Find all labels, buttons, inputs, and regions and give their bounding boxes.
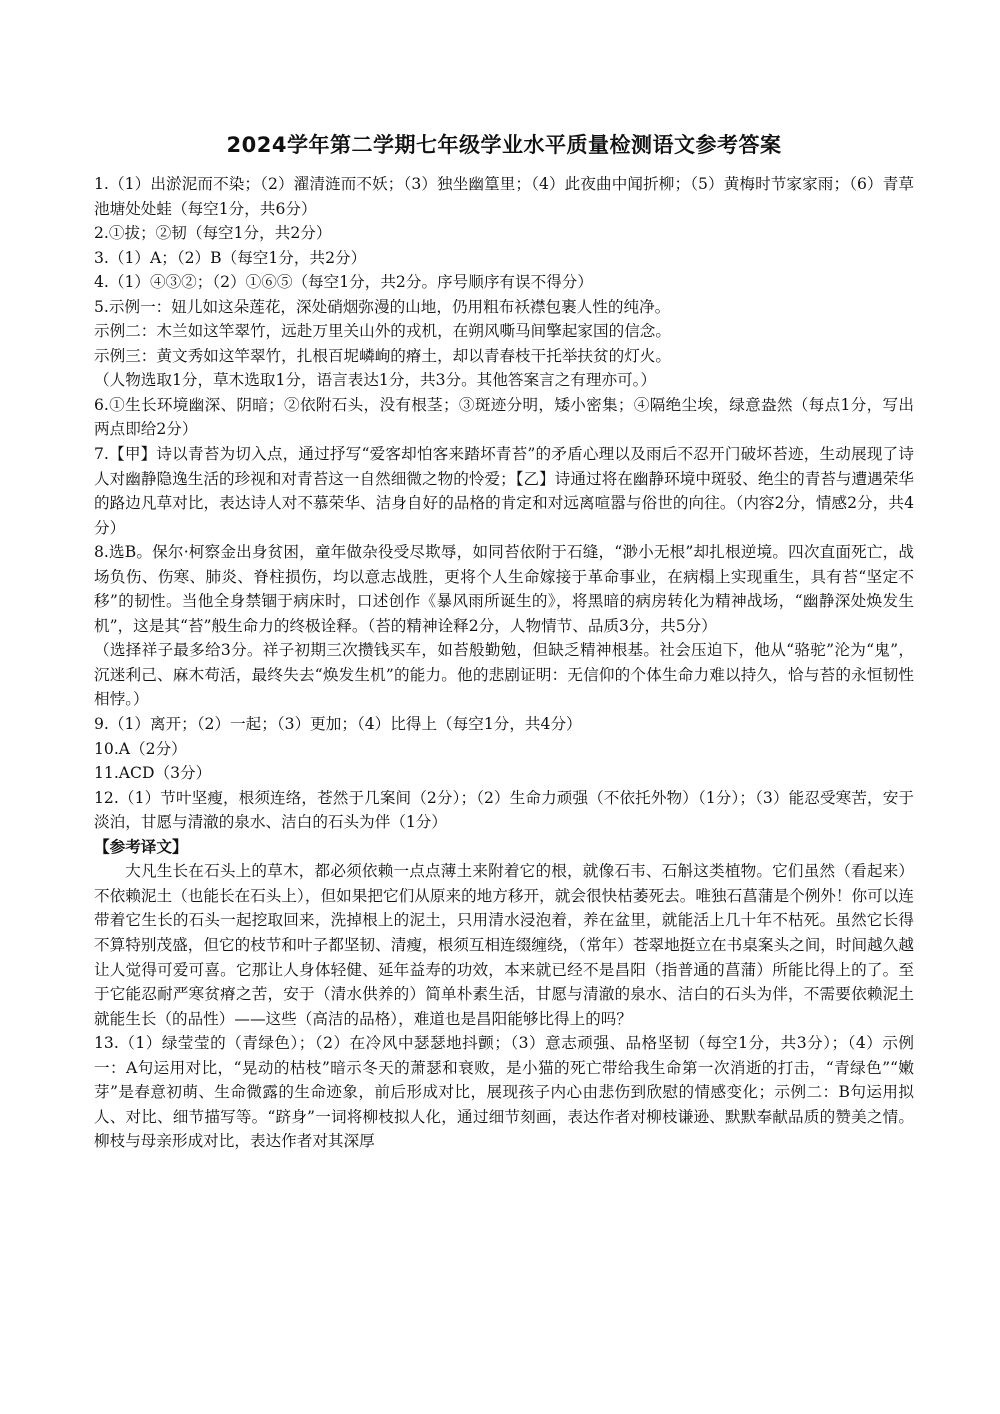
answer-paragraph: 3.（1）A；（2）B（每空1分，共2分） xyxy=(94,248,367,267)
answer-content xyxy=(94,172,914,1154)
answer-paragraph: 1.（1）出淤泥而不染；（2）濯清涟而不妖；（3）独坐幽篁里；（4）此夜曲中闻折柳；（5）黄梅时节家家雨；（6）青草池塘处处蛙（每空1分，共6分） xyxy=(94,175,914,218)
answer-paragraph: 8.选B。保尔·柯察金出身贫困，童年做杂役受尽欺辱，如同苔依附于石缝，“渺小无根”却扎根逆境。四次直面死亡，战场负伤、伤寒、肺炎、脊柱损伤，均以意志战胜，更将个人生命嫁接于革命事业，在病榻上实现重生，具有苔“坚定不移”的韧性。当他全身禁锢于病床时，口述创作《暴风雨所诞生的》，将黑暗的病房转化为精神战场，“幽静深处焕发生机”，这是其“苔”般生命力的终极诠释。（苔的精神诠释2分，人物情节、品质3分，共5分） xyxy=(94,543,914,635)
answer-paragraph: 6.①生长环境幽深、阴暗；②依附石头，没有根茎；③斑迹分明，矮小密集；④隔绝尘埃，绿意盎然（每点1分，写出两点即给2分） xyxy=(94,395,914,439)
answer-paragraph: 2.①拔；②韧（每空1分，共2分） xyxy=(94,224,332,243)
answer-paragraph: 7.【甲】诗以青苔为切入点，通过抒写“爱客却怕客来踏坏青苔”的矛盾心理以及雨后不忍开门破坏苔迹，生动展现了诗人对幽静隐逸生活的珍视和对青苔这一自然细微之物的怜爱；【乙】诗通过将在幽静环境中斑驳、绝尘的青苔与遭遇荣华的路边凡草对比，表达诗人对不慕荣华、洁身自好的品格的肯定和对远离喧嚣与俗世的向往。（内容2分，情感2分，共4分） xyxy=(94,445,914,537)
answer-paragraph: 示例二：木兰如这竿翠竹，远赴万里关山外的戎机，在朔风嘶马间擎起家国的信念。 xyxy=(94,322,671,341)
section-heading: 【参考译文】 xyxy=(94,837,188,856)
answer-paragraph: （人物选取1分，草木选取1分，语言表达1分，共3分。其他答案言之有理亦可。） xyxy=(94,371,657,390)
answer-paragraph: 9.（1）离开；（2）一起；（3）更加；（4）比得上（每空1分，共4分） xyxy=(94,715,582,734)
answer-paragraph: 12.（1）节叶坚瘦，根须连络，苍然于几案间（2分）；（2）生命力顽强（不依托外物）（1分）；（3）能忍受寒苦，安于淡泊，甘愿与清澈的泉水、洁白的石头为伴（1分） xyxy=(94,788,914,832)
document-title: 2024学年第二学期七年级学业水平质量检测语文参考答案 xyxy=(226,133,782,157)
answer-paragraph: 示例三：黄文秀如这竿翠竹，扎根百坭嶙峋的瘠土，却以青春枝干托举扶贫的灯火。 xyxy=(94,346,671,365)
answer-paragraph: 10.A（2分） xyxy=(94,739,187,758)
answer-paragraph: 11.ACD（3分） xyxy=(94,764,212,783)
answer-paragraph: 大凡生长在石头上的草木，都必须依赖一点点薄土来附着它的根，就像石韦、石斛这类植物。它们虽然（看起来）不依赖泥土（也能长在石头上），但如果把它们从原来的地方移开，就会很快枯萎死去。唯独石菖蒲是个例外！你可以连带着它生长的石头一起挖取回来，洗掉根上的泥土，只用清水浸泡着，养在盆里，就能活上几十年不枯死。虽然它长得不算特别茂盛，但它的枝节和叶子都坚韧、清瘦，根须互相连缀缠绕，（常年）苍翠地挺立在书桌案头之间，时间越久越让人觉得可爱可喜。它那让人身体轻健、延年益寿的功效，本来就已经不是昌阳（指普通的菖蒲）所能比得上的了。至于它能忍耐严寒贫瘠之苦，安于（清水供养的）简单朴素生活，甘愿与清澈的泉水、洁白的石头为伴，不需要依赖泥土就能生长（的品性）——这些（高洁的品格），难道也是昌阳能够比得上的吗？ xyxy=(94,862,914,1028)
answer-paragraph: （选择祥子最多给3分。祥子初期三次攒钱买车，如苔般勤勉，但缺乏精神根基。社会压迫下，他从“骆驼”沦为“鬼”，沉迷利己、麻木苟活，最终失去“焕发生机”的能力。他的悲剧证明：无信仰的个体生命力难以持久，恰与苔的永恒韧性相悖。） xyxy=(94,641,914,709)
answer-paragraph: 4.（1）④③②；（2）①⑥⑤（每空1分，共2分。序号顺序有误不得分） xyxy=(94,273,593,292)
answer-paragraph: 13.（1）绿莹莹的（青绿色）；（2）在冷风中瑟瑟地抖颤；（3）意志顽强、品格坚韧（每空1分，共3分）；（4）示例一：A句运用对比，“晃动的枯枝”暗示冬天的萧瑟和衰败，是小猫的死亡带给我生命第一次消逝的打击，“青绿色”“嫩芽”是春意初萌、生命微露的生命迹象，前后形成对比，展现孩子内心由悲伤到欣慰的情感变化；示例二：B句运用拟人、对比、细节描写等。“跻身”一词将柳枝拟人化，通过细节刻画，表达作者对柳枝谦逊、默默奉献品质的赞美之情。柳枝与母亲形成对比，表达作者对其深厚 xyxy=(94,1034,914,1151)
answer-sheet-page xyxy=(94,130,914,1154)
answer-paragraph: 5.示例一：妞儿如这朵莲花，深处硝烟弥漫的山地，仍用粗布袄襟包裹人性的纯净。 xyxy=(94,297,671,316)
